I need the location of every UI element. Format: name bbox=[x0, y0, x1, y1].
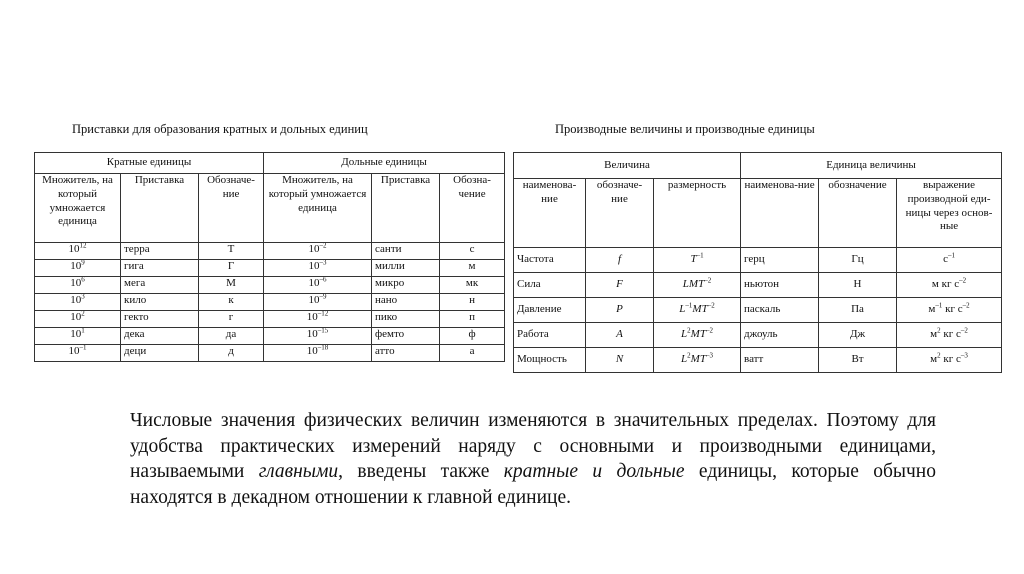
exponent: –1 bbox=[79, 344, 87, 352]
cell-text: пико bbox=[375, 311, 398, 323]
cell-text: с bbox=[469, 243, 475, 255]
cell-text: L bbox=[681, 353, 688, 366]
table-row bbox=[35, 328, 505, 345]
table-row bbox=[514, 248, 1002, 273]
cell-text: д bbox=[228, 345, 234, 357]
column-header: Обозначе-ние bbox=[199, 174, 264, 243]
cell-text: к bbox=[228, 294, 234, 306]
group-header-quantity: Величина bbox=[514, 153, 741, 179]
symbol-cell bbox=[440, 294, 505, 311]
derived-units-table bbox=[513, 152, 1002, 373]
exponent: 2 bbox=[81, 310, 85, 318]
cell-text: м bbox=[930, 353, 938, 366]
cell-text: 10 bbox=[306, 311, 318, 323]
cell-text: да bbox=[225, 328, 237, 340]
quantity-symbol-cell bbox=[586, 248, 654, 273]
cell-text: г bbox=[228, 311, 234, 323]
unit-symbol-cell bbox=[819, 323, 897, 348]
cell-text: 10 bbox=[70, 294, 82, 306]
column-header: Приставка bbox=[121, 174, 199, 243]
exponent: –2 bbox=[704, 276, 712, 285]
table-header-row bbox=[35, 153, 505, 174]
exponent: 12 bbox=[79, 242, 87, 250]
cell-text: Дж bbox=[849, 328, 866, 341]
prefix-cell bbox=[372, 328, 440, 345]
quantity-name-cell bbox=[514, 248, 586, 273]
quantity-name-cell bbox=[514, 348, 586, 373]
cell-text: нано bbox=[375, 294, 398, 306]
cell-text: а bbox=[469, 345, 475, 357]
cell-text: 10 bbox=[70, 260, 82, 272]
cell-text: мега bbox=[124, 277, 146, 289]
cell-text: Г bbox=[227, 260, 235, 272]
cell-text: Н bbox=[853, 278, 862, 291]
symbol-cell bbox=[440, 345, 505, 362]
multiplier-cell bbox=[35, 311, 121, 328]
cell-text: LMT bbox=[682, 278, 705, 291]
column-header: Приставка bbox=[372, 174, 440, 243]
exponent: –2 bbox=[319, 242, 327, 250]
table-row bbox=[35, 294, 505, 311]
symbol-cell bbox=[199, 243, 264, 260]
cell-text: Работа bbox=[517, 328, 549, 341]
cell-text: герц bbox=[744, 253, 765, 266]
cell-text: микро bbox=[375, 277, 405, 289]
cell-text: L bbox=[679, 303, 686, 316]
prefix-cell bbox=[121, 328, 199, 345]
cell-text: ф bbox=[468, 328, 476, 340]
group-header-unit: Единица величины bbox=[741, 153, 1002, 179]
multiplier-cell bbox=[264, 328, 372, 345]
paragraph-text: Числовые значения физических величин изменяются в значительных пределах. Поэтому для удобства практических измерений наряду с основными и производными единицами, называемыми bbox=[130, 410, 936, 482]
exponent: –3 bbox=[319, 259, 327, 267]
exponent: –1 bbox=[696, 251, 704, 260]
exponent: 2 bbox=[937, 351, 941, 360]
cell-text: Т bbox=[227, 243, 235, 255]
unit-symbol-cell bbox=[819, 298, 897, 323]
exponent: 9 bbox=[81, 259, 85, 267]
cell-text: дека bbox=[124, 328, 145, 340]
quantity-name-cell bbox=[514, 323, 586, 348]
exponent: –2 bbox=[707, 301, 715, 310]
multiplier-cell bbox=[35, 260, 121, 277]
cell-text: м кг с bbox=[931, 278, 960, 291]
table-row bbox=[514, 273, 1002, 298]
exponent: –18 bbox=[317, 344, 329, 352]
symbol-cell bbox=[440, 328, 505, 345]
quantity-symbol-cell bbox=[586, 348, 654, 373]
cell-text: фемто bbox=[375, 328, 405, 340]
multiplier-cell bbox=[264, 260, 372, 277]
multiplier-cell bbox=[35, 294, 121, 311]
dimension-cell bbox=[654, 298, 741, 323]
multiplier-cell bbox=[264, 311, 372, 328]
cell-text: T bbox=[690, 253, 697, 266]
prefix-cell bbox=[121, 345, 199, 362]
exponent: –1 bbox=[947, 251, 955, 260]
multiplier-cell bbox=[264, 345, 372, 362]
exponent: –2 bbox=[960, 326, 968, 335]
column-header: наименова-ние bbox=[514, 179, 586, 248]
cell-text: N bbox=[615, 353, 624, 366]
group-header-submultiples: Дольные единицы bbox=[264, 153, 505, 174]
cell-text: М bbox=[226, 277, 236, 289]
quantity-symbol-cell bbox=[586, 273, 654, 298]
column-header: выражение производной еди-ницы через основ-ные bbox=[897, 179, 1002, 248]
cell-text: ватт bbox=[744, 353, 764, 366]
unit-name-cell bbox=[741, 323, 819, 348]
table-row bbox=[35, 311, 505, 328]
cell-text: милли bbox=[375, 260, 405, 272]
unit-name-cell bbox=[741, 273, 819, 298]
cell-text: Частота bbox=[517, 253, 554, 266]
dimension-cell bbox=[654, 348, 741, 373]
column-header: размерность bbox=[654, 179, 741, 248]
table-row bbox=[514, 348, 1002, 373]
table-row bbox=[514, 298, 1002, 323]
cell-text: 10 bbox=[308, 260, 320, 272]
exponent: 2 bbox=[937, 326, 941, 335]
exponent: 2 bbox=[687, 326, 691, 335]
cell-text: Давление bbox=[517, 303, 562, 316]
unit-symbol-cell bbox=[819, 248, 897, 273]
exponent: –1 bbox=[685, 301, 693, 310]
exponent: –1 bbox=[935, 301, 943, 310]
cell-text: 10 bbox=[68, 243, 80, 255]
cell-text: кг с bbox=[940, 328, 961, 341]
exponent: 6 bbox=[81, 276, 85, 284]
exponent: 3 bbox=[81, 293, 85, 301]
cell-text: f bbox=[617, 253, 622, 266]
cell-text: м bbox=[930, 328, 938, 341]
prefix-cell bbox=[372, 260, 440, 277]
unit-expression-cell bbox=[897, 348, 1002, 373]
cell-text: 10 bbox=[70, 311, 82, 323]
symbol-cell bbox=[440, 260, 505, 277]
left-table-title: Приставки для образования кратных и дольных единиц bbox=[72, 122, 368, 136]
unit-expression-cell bbox=[897, 248, 1002, 273]
symbol-cell bbox=[440, 243, 505, 260]
table-header-row bbox=[514, 153, 1002, 179]
table-header-row bbox=[35, 174, 505, 243]
cell-text: Мощность bbox=[517, 353, 567, 366]
quantity-symbol-cell bbox=[586, 298, 654, 323]
unit-expression-cell bbox=[897, 323, 1002, 348]
exponent: –2 bbox=[962, 301, 970, 310]
cell-text: гига bbox=[124, 260, 144, 272]
cell-text: деци bbox=[124, 345, 147, 357]
cell-text: санти bbox=[375, 243, 402, 255]
cell-text: 10 bbox=[306, 328, 318, 340]
symbol-cell bbox=[199, 328, 264, 345]
cell-text: Сила bbox=[517, 278, 541, 291]
cell-text: L bbox=[681, 328, 688, 341]
cell-text: гекто bbox=[124, 311, 149, 323]
cell-text: MT bbox=[692, 303, 708, 316]
multiplier-cell bbox=[35, 345, 121, 362]
table-row bbox=[35, 277, 505, 294]
cell-text: Гц bbox=[851, 253, 864, 266]
unit-name-cell bbox=[741, 298, 819, 323]
cell-text: 10 bbox=[308, 294, 320, 306]
cell-text: 10 bbox=[306, 345, 318, 357]
exponent: –3 bbox=[960, 351, 968, 360]
prefix-cell bbox=[121, 294, 199, 311]
exponent: 2 bbox=[687, 351, 691, 360]
group-header-multiples: Кратные единицы bbox=[35, 153, 264, 174]
cell-text: паскаль bbox=[744, 303, 781, 316]
unit-symbol-cell bbox=[819, 273, 897, 298]
table-row bbox=[35, 345, 505, 362]
cell-text: мк bbox=[465, 277, 479, 289]
exponent: –12 bbox=[317, 310, 329, 318]
cell-text: м bbox=[468, 260, 476, 272]
multiplier-cell bbox=[35, 243, 121, 260]
cell-text: 10 bbox=[308, 243, 320, 255]
cell-text: кило bbox=[124, 294, 147, 306]
prefix-cell bbox=[121, 260, 199, 277]
cell-text: кг с bbox=[942, 303, 963, 316]
table-row bbox=[35, 260, 505, 277]
cell-text: 10 bbox=[68, 345, 80, 357]
body-paragraph bbox=[130, 408, 936, 510]
prefix-cell bbox=[372, 243, 440, 260]
right-table-title: Производные величины и производные единицы bbox=[555, 122, 815, 136]
multiplier-cell bbox=[35, 328, 121, 345]
exponent: 1 bbox=[81, 327, 85, 335]
cell-text: п bbox=[469, 311, 475, 323]
cell-text: кг с bbox=[940, 353, 961, 366]
cell-text: джоуль bbox=[744, 328, 778, 341]
column-header: обозначе-ние bbox=[586, 179, 654, 248]
column-header: наименова-ние bbox=[741, 179, 819, 248]
unit-symbol-cell bbox=[819, 348, 897, 373]
cell-text: MT bbox=[690, 328, 706, 341]
exponent: –2 bbox=[959, 276, 967, 285]
table-header-row bbox=[514, 179, 1002, 248]
dimension-cell bbox=[654, 273, 741, 298]
dimension-cell bbox=[654, 248, 741, 273]
dimension-cell bbox=[654, 323, 741, 348]
paragraph-italic: главными bbox=[258, 461, 339, 482]
exponent: –15 bbox=[317, 327, 329, 335]
symbol-cell bbox=[440, 277, 505, 294]
quantity-name-cell bbox=[514, 273, 586, 298]
prefix-cell bbox=[121, 311, 199, 328]
unit-expression-cell bbox=[897, 273, 1002, 298]
cell-text: 10 bbox=[70, 277, 82, 289]
symbol-cell bbox=[199, 294, 264, 311]
exponent: –6 bbox=[319, 276, 327, 284]
prefix-cell bbox=[372, 311, 440, 328]
column-header: Множитель, на который умножается единица bbox=[35, 174, 121, 243]
prefix-cell bbox=[121, 277, 199, 294]
cell-text: MT bbox=[690, 353, 706, 366]
symbol-cell bbox=[199, 260, 264, 277]
column-header: Обозна-чение bbox=[440, 174, 505, 243]
cell-text: Па bbox=[851, 303, 864, 316]
cell-text: Вт bbox=[851, 353, 864, 366]
unit-name-cell bbox=[741, 348, 819, 373]
cell-text: м bbox=[928, 303, 936, 316]
cell-text: F bbox=[616, 278, 623, 291]
prefix-cell bbox=[121, 243, 199, 260]
prefix-cell bbox=[372, 294, 440, 311]
cell-text: A bbox=[616, 328, 623, 341]
cell-text: 10 bbox=[308, 277, 320, 289]
symbol-cell bbox=[440, 311, 505, 328]
column-header: Множитель, на который умножается единица bbox=[264, 174, 372, 243]
cell-text: P bbox=[616, 303, 623, 316]
cell-text: н bbox=[469, 294, 475, 306]
multiplier-cell bbox=[264, 294, 372, 311]
table-row bbox=[514, 323, 1002, 348]
quantity-name-cell bbox=[514, 298, 586, 323]
cell-text: ньютон bbox=[744, 278, 780, 291]
multiplier-cell bbox=[264, 277, 372, 294]
symbol-cell bbox=[199, 277, 264, 294]
exponent: –2 bbox=[705, 326, 713, 335]
paragraph-italic: кратные и дольные bbox=[503, 461, 685, 482]
symbol-cell bbox=[199, 345, 264, 362]
prefix-cell bbox=[372, 277, 440, 294]
multiplier-cell bbox=[264, 243, 372, 260]
cell-text: с bbox=[943, 253, 948, 266]
table-row bbox=[35, 243, 505, 260]
symbol-cell bbox=[199, 311, 264, 328]
column-header: обозначение bbox=[819, 179, 897, 248]
unit-expression-cell bbox=[897, 298, 1002, 323]
exponent: –3 bbox=[705, 351, 713, 360]
cell-text: терра bbox=[124, 243, 150, 255]
cell-text: атто bbox=[375, 345, 395, 357]
paragraph-text: , введены также bbox=[338, 461, 504, 482]
paragraph-text: единицы, которые обычно находятся в декадном отношении к главной единице. bbox=[130, 461, 936, 508]
prefix-cell bbox=[372, 345, 440, 362]
cell-text: 10 bbox=[70, 328, 82, 340]
prefixes-table bbox=[34, 152, 505, 362]
unit-name-cell bbox=[741, 248, 819, 273]
quantity-symbol-cell bbox=[586, 323, 654, 348]
multiplier-cell bbox=[35, 277, 121, 294]
exponent: –9 bbox=[319, 293, 327, 301]
